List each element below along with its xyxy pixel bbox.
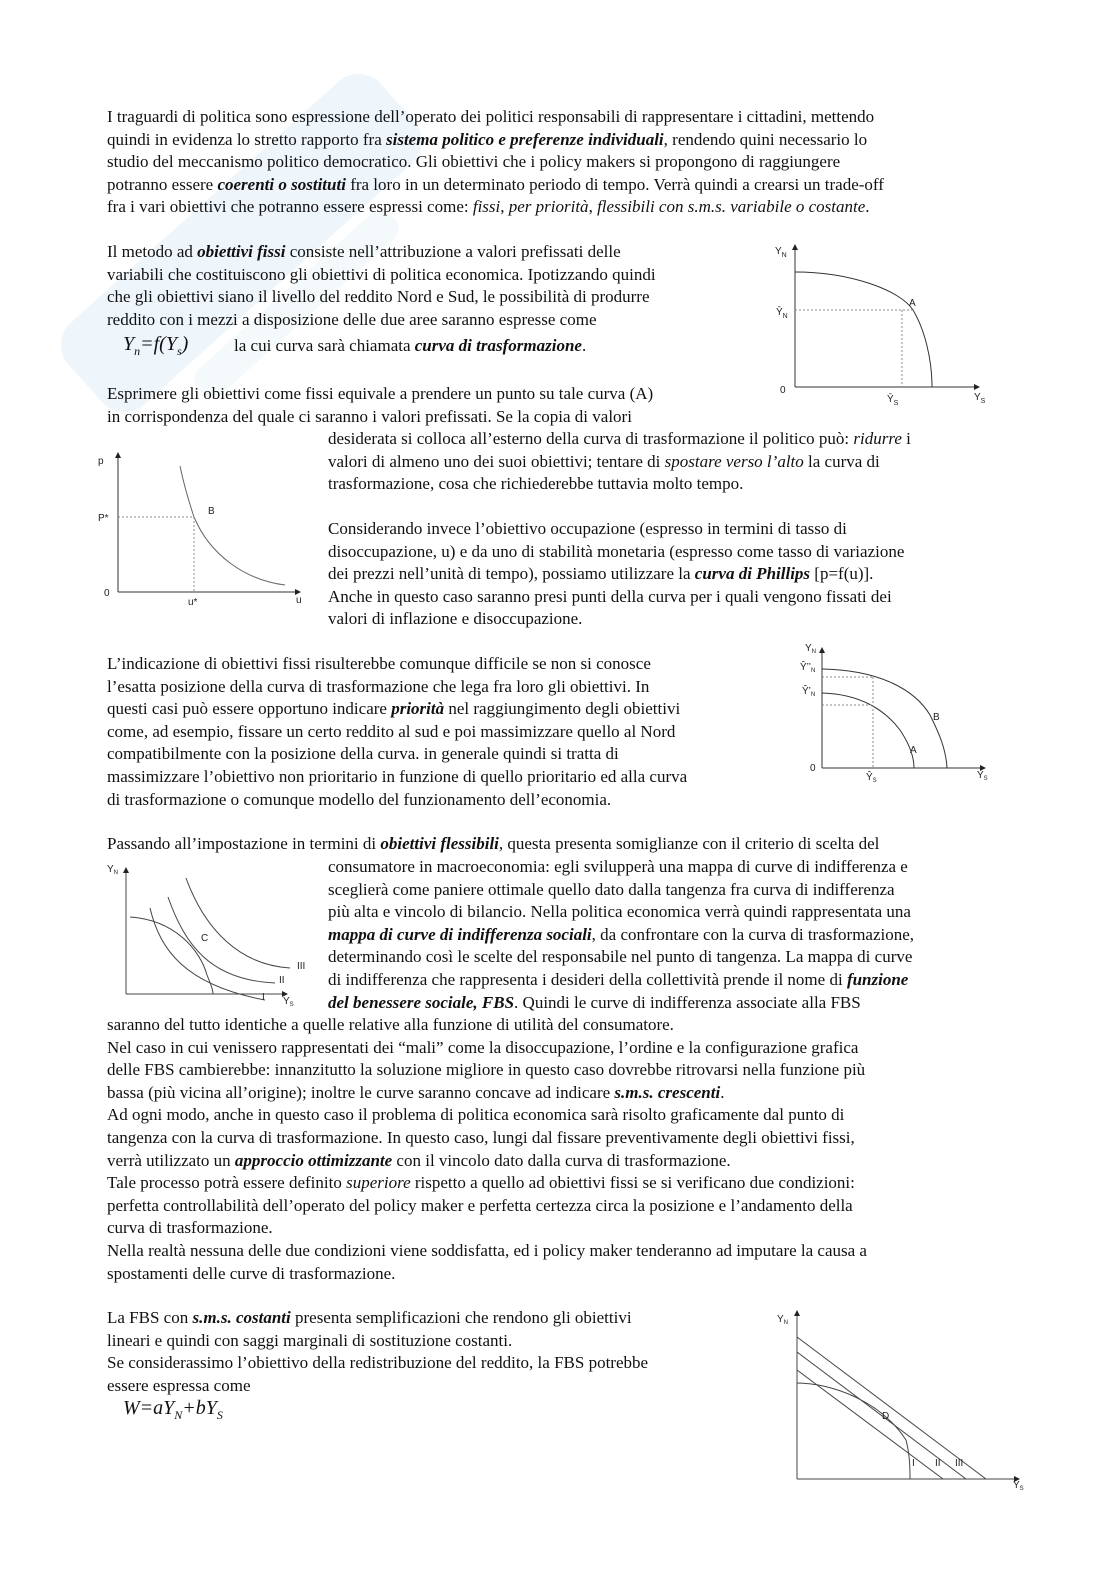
text-segment: studio del meccanismo politico democratico. Gli obiettivi che i policy makers si propongono di raggiungere	[107, 152, 841, 172]
text-segment: di trasformazione o comunque modello del funzionamento dell’economia.	[107, 789, 612, 809]
text-segment: , rendendo quini necessario lo	[663, 129, 868, 149]
label-point-d: D	[882, 1411, 890, 1422]
emphasis-text: sistema politico e preferenze individuali	[386, 129, 664, 149]
label-ybar-s: $Ȳ_S$	[887, 394, 899, 407]
label-curve-ii: II	[935, 1458, 941, 1469]
text-segment: delle FBS cambierebbe: innanzitutto la soluzione migliore in questo caso dovrebbe ritrovarsi nella funzione più	[107, 1060, 866, 1080]
label-curve-a: A	[910, 745, 917, 756]
label-point-c: C	[201, 933, 209, 944]
indifference-curve-1	[150, 908, 265, 1000]
text-segment: Nella realtà nessuna delle due condizioni viene soddisfatta, ed i policy maker tenderanno ad imputare la causa a	[107, 1240, 867, 1260]
transformation-curve-b	[822, 669, 947, 768]
label-origin: 0	[104, 588, 110, 599]
text-segment: L’indicazione di obiettivi fissi risulterebbe comunque difficile se non si conosce	[107, 654, 651, 673]
text-segment: Esprimere gli obiettivi come fissi equivale a prendere un punto su tale curva (A)	[107, 384, 654, 403]
text-segment: . Quindi le curve di indifferenza associate alla FBS	[514, 992, 861, 1012]
text-segment: desiderata si colloca all’esterno della curva di trasformazione il politico può:	[328, 429, 854, 448]
text-segment: potranno essere	[107, 174, 218, 194]
emphasis-text: approccio ottimizzante	[234, 1150, 393, 1170]
transformation-curve	[795, 272, 932, 387]
text-segment: valori di inflazione e disoccupazione.	[328, 609, 583, 629]
text-segment: , da confrontare con la curva di trasformazione,	[591, 924, 915, 944]
label-yn: $Y_N$	[777, 1314, 789, 1326]
emphasis-text: obiettivi fissi	[197, 242, 286, 261]
text-segment: consiste nell’attribuzione a valori prefissati delle	[285, 242, 621, 261]
text-segment: compatibilmente con la posizione della curva. in generale quindi si tratta di	[107, 744, 619, 764]
text-segment: .	[865, 197, 870, 217]
emphasis-text: curva di Phillips	[694, 564, 811, 584]
emphasis-text: priorità	[391, 699, 445, 719]
text-segment: di indifferenza che rappresenta i desideri della collettività prende il nome di	[328, 969, 847, 989]
label-yn: $Y_N$	[775, 246, 787, 259]
text-segment: fra i vari obiettivi che potranno essere espressi come:	[107, 197, 473, 217]
text-segment: in corrispondenza del quale ci saranno i valori prefissati. Se la copia di valori	[107, 406, 632, 426]
text-segment: essere espressa come	[107, 1375, 251, 1395]
emphasis-text: del benessere sociale, FBS	[328, 992, 515, 1012]
text-segment: dei prezzi nell’unità di tempo), possiamo utilizzare la	[328, 564, 695, 584]
label-point-a: A	[909, 298, 916, 309]
italic-text: fissi	[472, 197, 501, 217]
text-segment: variabili che costituiscono gli obiettivi di politica economica. Ipotizzando quindi	[107, 264, 656, 284]
emphasis-text: s.m.s. crescenti	[614, 1082, 721, 1102]
formula-term: Y	[123, 333, 135, 355]
text-segment: consumatore in macroeconomia: egli svilupperà una mappa di curve di indifferenza e	[328, 857, 908, 876]
text-segment: Ad ogni modo, anche in questo caso il problema di politica economica sarà risolto graficamente dal punto di	[107, 1105, 845, 1125]
italic-text: per priorità	[508, 197, 589, 217]
text-segment: .	[581, 336, 587, 355]
italic-text: flessibili con s.m.s. variabile o costante	[597, 197, 866, 217]
label-y2n: $Ŷ’’_N$	[800, 662, 816, 674]
text-segment: reddito con i mezzi a disposizione delle due aree saranno espresse come	[107, 309, 597, 329]
text-segment: spostamenti delle curve di trasformazione.	[107, 1263, 396, 1283]
figure-phillips-curve	[118, 455, 298, 592]
text-segment: disoccupazione, u) e da uno di stabilità monetaria (espresso come tasso di variazione	[328, 541, 905, 561]
label-yn: $Y_N$	[805, 643, 817, 655]
label-y1n: $Ŷ’_N$	[802, 686, 816, 698]
text-segment: trasformazione, cosa che richiederebbe tuttavia molto tempo.	[328, 474, 744, 494]
label-curve-i: I	[262, 992, 265, 1003]
text-segment: saranno del tutto identiche a quelle relative alla funzione di utilità del consumatore.	[107, 1015, 674, 1034]
text-segment: i	[901, 429, 911, 448]
label-u-star: u*	[188, 597, 198, 608]
text-segment: valori di almeno uno dei suoi obiettivi; tentare di	[328, 451, 665, 471]
phillips-curve	[180, 466, 285, 585]
formula-term: +b	[182, 1397, 206, 1419]
text-segment: lineari e quindi con saggi marginali di sostituzione costanti.	[107, 1330, 513, 1350]
label-origin: 0	[810, 763, 816, 774]
text-segment: Nel caso in cui venissero rappresentati dei “mali” come la disoccupazione, l’ordine e la configurazione grafica	[107, 1037, 859, 1057]
text-segment: che gli obiettivi siano il livello del reddito Nord e Sud, le possibilità di produrre	[107, 287, 650, 307]
transformation-curve	[797, 1383, 910, 1479]
transformation-curve	[130, 917, 213, 994]
italic-text: superiore	[346, 1173, 411, 1193]
text-segment: sceglierà come paniere ottimale quello dato dalla tangenza fra curva di indifferenza	[328, 879, 895, 899]
text-segment: bassa (più vicina all’origine); inoltre le curve saranno concave ad indicare	[107, 1082, 615, 1102]
text-segment: perfetta controllabilità dell’operato del policy maker e perfetta certezza circa la posizione e l’andamento della	[107, 1195, 853, 1215]
figure-transformation-curve	[795, 247, 977, 387]
formula-sub: s	[176, 344, 182, 358]
transformation-curve-a	[822, 693, 914, 768]
emphasis-text: mappa di curve di indifferenza sociali	[328, 924, 592, 944]
text-segment: [p=f(u)].	[810, 564, 874, 584]
formula-sub: n	[134, 344, 141, 358]
italic-text: spostare verso l’alto	[664, 451, 804, 471]
text-segment: Il metodo ad	[107, 242, 198, 261]
emphasis-text: curva di trasformazione	[414, 336, 582, 355]
label-ys: $Y_S$	[1013, 1480, 1024, 1492]
text-segment: rispetto a quello ad obiettivi fissi se si verificano due condizioni:	[410, 1173, 855, 1193]
label-curve-ii: II	[279, 975, 285, 986]
text-segment: , questa presenta somiglianze con il criterio di scelta del	[498, 834, 880, 853]
label-ys: $Y_S$	[974, 392, 986, 405]
text-segment: come, ad esempio, fissare un certo reddito al sud e poi massimizzare quello al Nord	[107, 721, 676, 741]
formula-term: Y	[205, 1397, 217, 1419]
label-origin: 0	[780, 385, 786, 396]
text-segment: tangenza con la curva di trasformazione. In questo caso, lungi dal fissare preventivamente degli obiettivi fissi,	[107, 1127, 855, 1147]
text-segment: verrà utilizzato un	[107, 1150, 235, 1170]
label-curve-iii: III	[955, 1458, 964, 1469]
label-curve-i: I	[912, 1458, 915, 1469]
text-segment: Considerando invece l’obiettivo occupazione (espresso in termini di tasso di	[328, 519, 847, 538]
label-ys: $Y_S$	[977, 770, 988, 782]
formula-sub: S	[216, 1408, 223, 1422]
text-segment: presenta semplificazioni che rendono gli obiettivi	[290, 1308, 632, 1327]
text-segment: la cui curva sarà chiamata	[234, 336, 415, 355]
text-segment: Tale processo potrà essere definito	[107, 1173, 347, 1193]
text-segment: questi casi può essere opportuno indicare	[107, 699, 392, 719]
text-segment: Anche in questo caso saranno presi punti della curva per i quali vengono fissati dei	[328, 586, 892, 606]
figure-priorita	[822, 650, 983, 768]
text-segment: ,	[500, 197, 509, 217]
text-segment: nel raggiungimento degli obiettivi	[444, 699, 681, 719]
emphasis-text: obiettivi flessibili	[380, 834, 499, 853]
text-segment: con il vincolo dato dalla curva di trasformazione.	[392, 1150, 731, 1170]
text-segment: Se considerassimo l’obiettivo della redistribuzione del reddito, la FBS potrebbe	[107, 1353, 649, 1373]
formula-term: =f(Y	[140, 333, 177, 355]
text-segment: La FBS con	[107, 1308, 193, 1327]
text-segment: massimizzare l’obiettivo non prioritario in funzione di quello prioritario ed alla curva	[107, 766, 688, 786]
text-segment: .	[720, 1082, 725, 1102]
emphasis-text: s.m.s. costanti	[192, 1308, 291, 1327]
formula-term: W=a	[123, 1397, 164, 1419]
text-segment: la curva di	[803, 451, 880, 471]
label-p: p	[98, 456, 104, 467]
label-yn: $Y_N$	[107, 864, 119, 876]
text-segment: determinando così le scelte del responsabile nel punto di tangenza. La mappa di curve	[328, 947, 913, 967]
figure-linear-fbs	[797, 1313, 1017, 1479]
text-segment: curva di trasformazione.	[107, 1218, 273, 1238]
label-curve-b: B	[933, 712, 940, 723]
text-segment: più alta e vincolo di bilancio. Nella politica economica verrà quindi rappresentata una	[328, 902, 911, 922]
text-segment: ,	[588, 197, 598, 217]
label-point-b: B	[208, 506, 215, 517]
emphasis-text: funzione	[846, 969, 909, 989]
label-u: u	[296, 595, 302, 606]
indifference-curve-2	[168, 897, 275, 983]
text-segment: fra loro in un determinato periodo di tempo. Verrà quindi a crearsi un trade-off	[345, 174, 884, 194]
label-p-star: P*	[98, 513, 109, 524]
label-ys-hat: $Ŷ_S$	[866, 772, 877, 784]
fbs-line-1	[797, 1370, 943, 1479]
text-segment: quindi in evidenza lo stretto rapporto fra	[107, 129, 386, 149]
italic-text: ridurre	[853, 429, 902, 448]
formula-term: )	[181, 333, 189, 355]
formula-sub: N	[174, 1408, 183, 1422]
text-segment: I traguardi di politica sono espressione dell’operato dei politici responsabili di rappresentare i cittadini, mettendo	[107, 107, 875, 126]
formula-term: Y	[163, 1397, 175, 1419]
emphasis-text: coerenti o sostituti	[217, 174, 346, 194]
label-curve-iii: III	[297, 961, 306, 972]
text-segment: Passando all’impostazione in termini di	[107, 834, 381, 853]
label-ys: $Y_S$	[283, 996, 294, 1008]
label-ybar-n: $Ȳ_N$	[776, 307, 788, 320]
text-segment: l’esatta posizione della curva di trasformazione che lega fra loro gli obiettivi. In	[107, 676, 650, 696]
